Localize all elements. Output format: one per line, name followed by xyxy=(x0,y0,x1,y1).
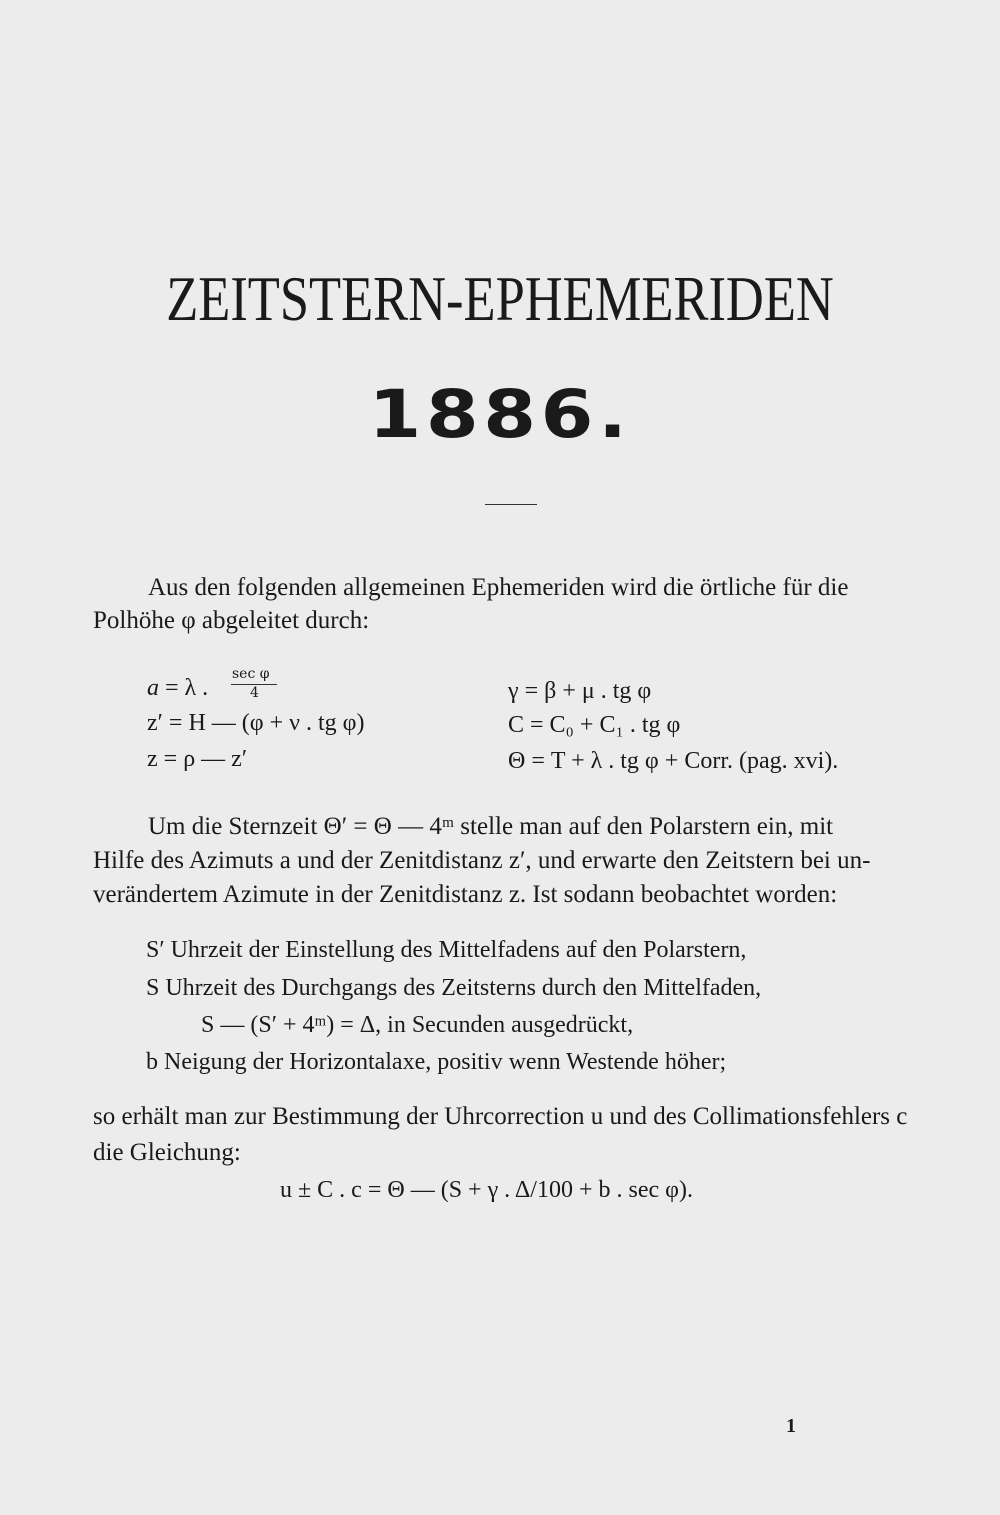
para2-line-1: Um die Sternzeit Θ′ = Θ — 4ᵐ stelle man auf den Polarstern ein, mit xyxy=(148,813,834,840)
para3-line-2: die Gleichung: xyxy=(93,1139,241,1166)
para2-line-2: Hilfe des Azimuts a und der Zenitdistanz z′, und erwarte den Zeitstern bei un- xyxy=(93,847,871,874)
intro-line-2: Polhöhe φ abgeleitet durch: xyxy=(93,607,370,634)
main-equation: u ± C . c = Θ — (S + γ . Δ/100 + b . sec φ). xyxy=(280,1177,693,1203)
formula-a-lhs: a xyxy=(147,675,159,701)
list-item-b: b Neigung der Horizontalaxe, positiv wenn Westende höher; xyxy=(146,1049,727,1075)
list-item-delta: S — (S′ + 4ᵐ) = Δ, in Secunden ausgedrückt, xyxy=(201,1012,634,1038)
formula-theta: Θ = T + λ . tg φ + Corr. (pag. xvi). xyxy=(508,748,839,774)
formula-a-rhs: = λ . xyxy=(165,675,209,701)
formula-a-frac-den: 4 xyxy=(250,685,259,701)
formula-a-frac-num: sec φ xyxy=(232,666,270,682)
year-heading: 1886. xyxy=(368,376,632,453)
para3-line-1: so erhält man zur Bestimmung der Uhrcorrection u und des Collimationsfehlers c xyxy=(93,1103,908,1130)
formula-z: z = ρ — z′ xyxy=(147,746,248,772)
page-title: ZEITSTERN-EPHEMERIDEN xyxy=(166,263,834,334)
intro-line-1: Aus den folgenden allgemeinen Ephemeriden wird die örtliche für die xyxy=(148,574,849,601)
page-number: 1 xyxy=(786,1415,796,1437)
para2-line-3: verändertem Azimute in der Zenitdistanz z. Ist sodann beobachtet worden: xyxy=(93,881,838,908)
formula-gamma: γ = β + μ . tg φ xyxy=(508,678,652,704)
formula-a xyxy=(147,675,208,702)
divider-rule xyxy=(485,504,537,505)
list-item-s-prime: S′ Uhrzeit der Einstellung des Mittelfadens auf den Polarstern, xyxy=(146,937,747,963)
formula-z-prime: z′ = H — (φ + ν . tg φ) xyxy=(147,710,365,736)
list-item-s: S Uhrzeit des Durchgangs des Zeitsterns durch den Mittelfaden, xyxy=(146,975,762,1001)
formula-c: C = C₀ + C₁ . tg φ xyxy=(508,712,681,738)
